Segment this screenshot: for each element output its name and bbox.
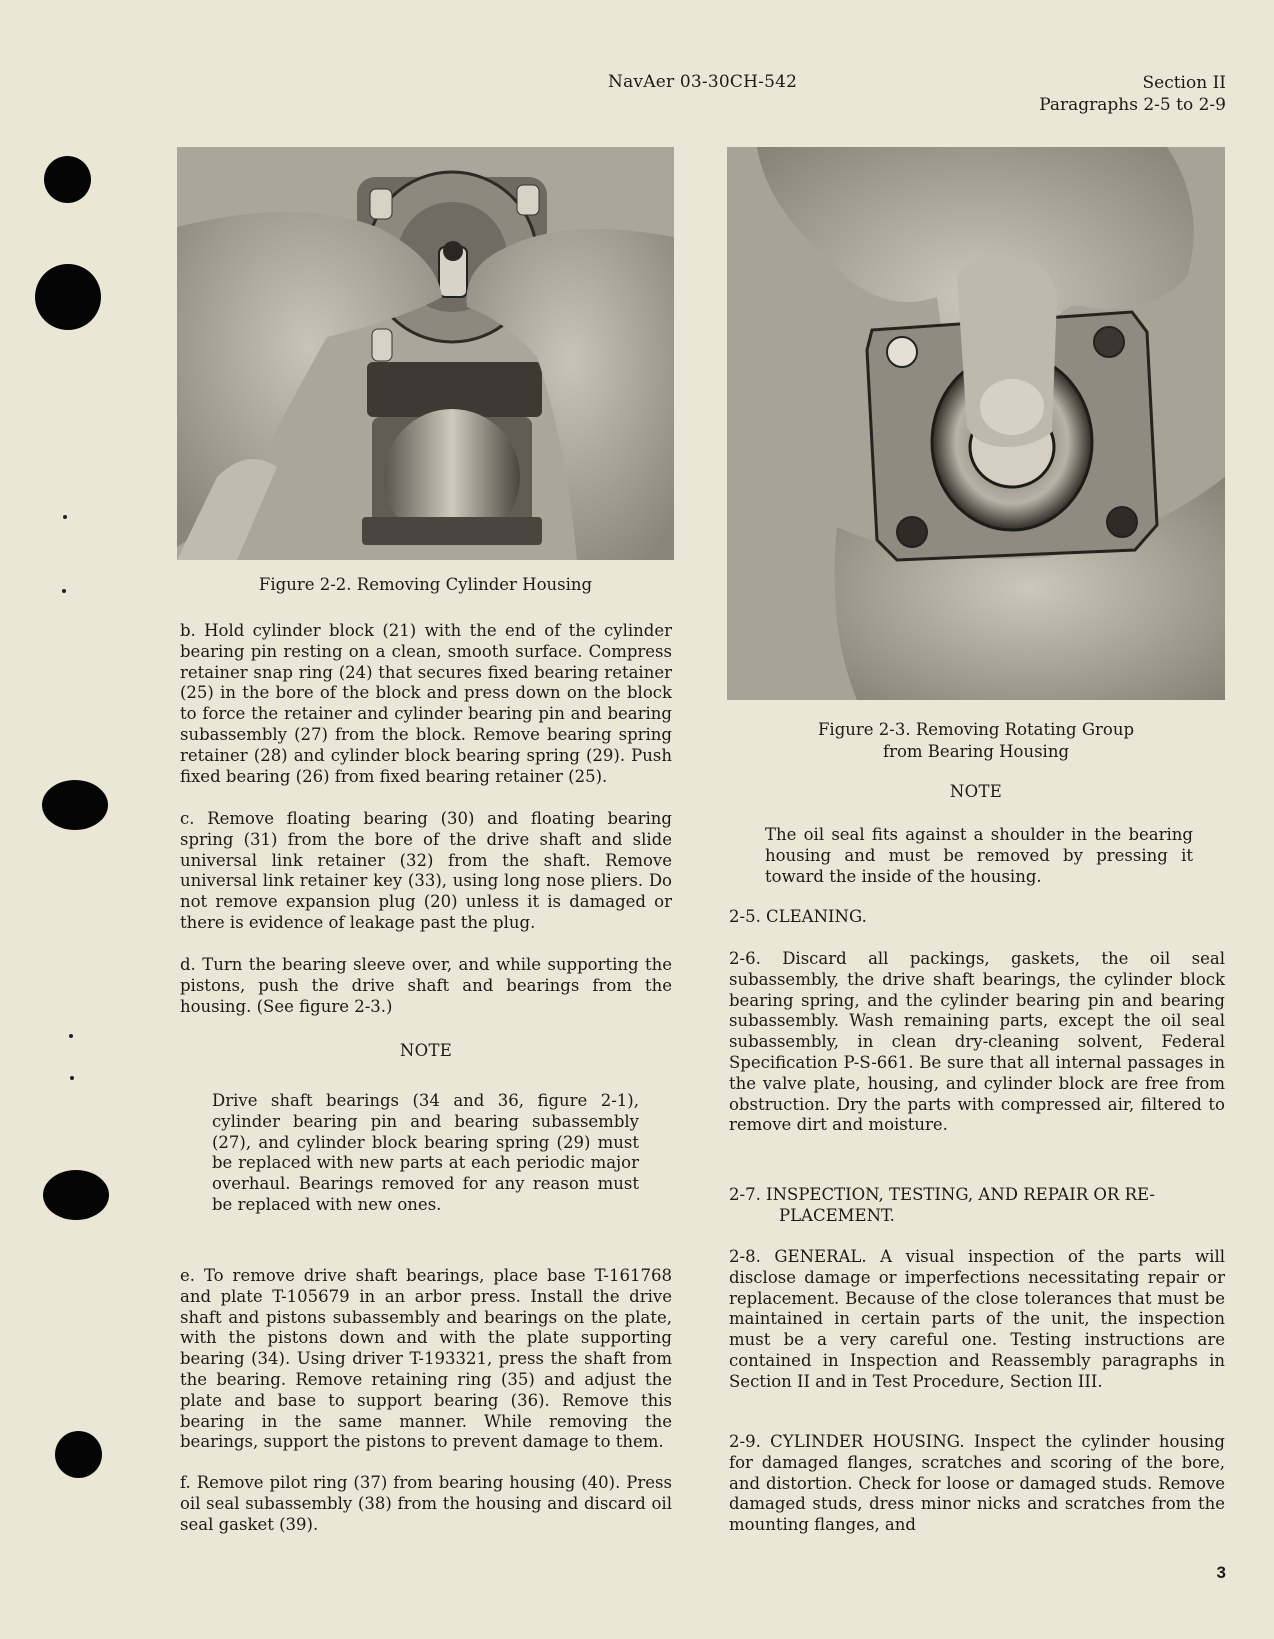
step-c: c. Remove floating bearing (30) and floating bearing spring (31) from the bore of the drive shaft and slide universal link retainer (32) from the shaft. Remove universal link retainer key (33), using long nose pliers. Do not remove expansion plug (20) unless it is damaged or there is evidence of leakage past the plug. [180, 809, 672, 932]
cylinder-housing-photo-icon [177, 147, 674, 560]
rotating-group-photo-icon [727, 147, 1225, 700]
page-number: 3 [1216, 1563, 1226, 1582]
heading-line: PLACEMENT. [779, 1205, 895, 1225]
heading-2-5-cleaning: 2-5. CLEANING. [729, 907, 867, 926]
note-heading-right: NOTE [949, 782, 1003, 801]
paragraph-2-8-general: 2-8. GENERAL. A visual inspection of the parts will disclose damage or imperfections necessitating repair or replacement. Because of the close tolerances that must be maintained in certain parts of the unit, the inspection must be a very careful one. Testing instructions are contained in Inspection and Reassembly paragraphs in Section II and in Test Procedure, Section III. [729, 1247, 1225, 1391]
note-heading-left: NOTE [399, 1041, 453, 1060]
paper-speck [69, 1034, 73, 1038]
figure-2-3-caption [727, 719, 1225, 763]
paragraph-2-6: 2-6. Discard all packings, gaskets, the oil seal subassembly, the drive shaft bearings, the cylinder block bearing spring, and the cylinder bearing pin and bearing subassembly. Wash remaining parts, except the oil seal subassembly, in clean dry-cleaning solvent, Federal Specification P-S-661. Be sure that all internal passages in the valve plate, housing, and cylinder block are free from obstruction. Dry the parts with compressed air, filtered to remove dirt and moisture. [729, 949, 1225, 1135]
punch-hole [35, 264, 101, 330]
paragraph-range: Paragraphs 2-5 to 2-9 [1039, 95, 1226, 115]
paragraph-2-9-cylinder-housing: 2-9. CYLINDER HOUSING. Inspect the cylinder housing for damaged flanges, scratches and scoring of the bore, and distortion. Check for loose or damaged studs. Remove damaged studs, dress minor nicks and scratches from the mounting flanges, and [729, 1432, 1225, 1535]
paper-speck [63, 515, 67, 519]
heading-2-7-inspection [729, 1185, 1155, 1227]
figure-2-3-photo [727, 147, 1225, 700]
caption-line: Figure 2-3. Removing Rotating Group [817, 720, 1135, 739]
step-f: f. Remove pilot ring (37) from bearing housing (40). Press oil seal subassembly (38) from the housing and discard oil seal gasket (39). [180, 1473, 672, 1534]
heading-line: 2-7. INSPECTION, TESTING, AND REPAIR OR RE- [729, 1185, 1155, 1204]
punch-hole [43, 1170, 109, 1220]
step-b: b. Hold cylinder block (21) with the end of the cylinder bearing pin resting on a clean, smooth surface. Compress retainer snap ring (24) that secures fixed bearing retainer (25) in the bore of the block and press down on the block to force the retainer and cylinder bearing pin and bearing subassembly (27) from the block. Remove bearing spring retainer (28) and cylinder block bearing spring (29). Push fixed bearing (26) from fixed bearing retainer (25). [180, 621, 672, 786]
caption-line: from Bearing Housing [882, 742, 1070, 761]
paper-speck [70, 1076, 74, 1080]
note-oil-seal: The oil seal fits against a shoulder in the bearing housing and must be removed by pressing it toward the inside of the housing. [765, 825, 1193, 886]
punch-hole [42, 780, 108, 830]
step-d: d. Turn the bearing sleeve over, and while supporting the pistons, push the drive shaft and bearings from the housing. (See figure 2-3.) [180, 955, 672, 1016]
punch-hole [44, 156, 91, 203]
document-number: NavAer 03-30CH-542 [608, 72, 798, 92]
step-e: e. To remove drive shaft bearings, place base T-161768 and plate T-105679 in an arbor press. Install the drive shaft and pistons subassembly and bearings on the plate, with the pistons down and with the plate supporting bearing (34). Using driver T-193321, press the shaft from the bearing. Remove retaining ring (35) and adjust the plate and base to support bearing (36). Remove this bearing in the same manner. While removing the bearings, support the pistons to prevent damage to them. [180, 1266, 672, 1452]
note-bearings-replacement: Drive shaft bearings (34 and 36, figure 2-1), cylinder bearing pin and bearing subassembly (27), and cylinder block bearing spring (29) must be replaced with new parts at each periodic major overhaul. Bearings removed for any reason must be replaced with new ones. [212, 1091, 639, 1214]
punch-hole [55, 1431, 102, 1478]
figure-2-2-caption: Figure 2-2. Removing Cylinder Housing [258, 575, 593, 594]
section-reference [1039, 72, 1226, 116]
figure-2-2-photo [177, 147, 674, 560]
section-label: Section II [1142, 73, 1226, 93]
paper-speck [62, 589, 66, 593]
